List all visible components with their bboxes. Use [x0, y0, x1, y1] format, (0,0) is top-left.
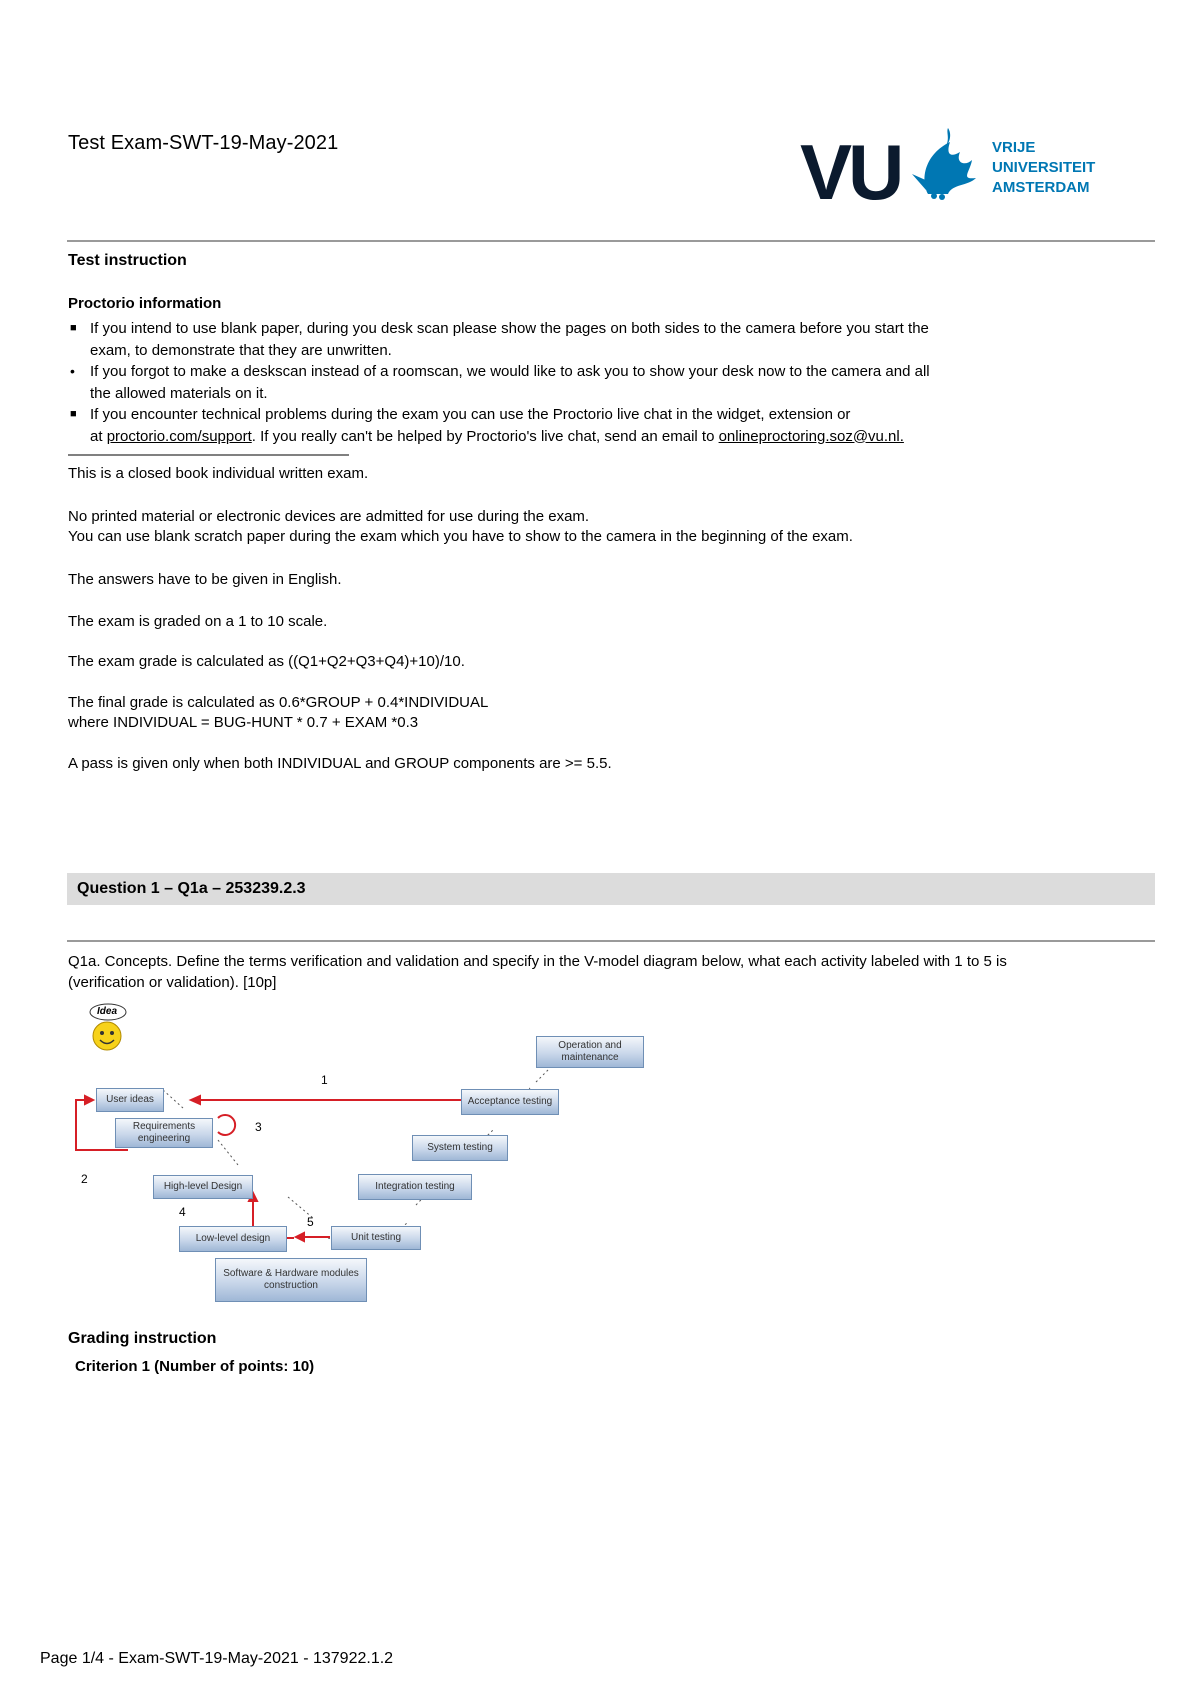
bullet-item — [68, 318, 1148, 361]
paragraph: The exam grade is calculated as ((Q1+Q2+Q3+Q4)+10)/10. — [68, 653, 465, 670]
box-requirements-engineering: Requirements engineering — [115, 1118, 213, 1148]
v-model-diagram — [68, 1000, 658, 1305]
proctorio-heading: Proctorio information — [68, 295, 222, 312]
paragraph: The exam is graded on a 1 to 10 scale. — [68, 613, 328, 630]
diagram-label-1: 1 — [321, 1073, 328, 1087]
logo-line3: AMSTERDAM — [992, 179, 1090, 196]
page-footer: Page 1/4 - Exam-SWT-19-May-2021 - 137922.1.2 — [40, 1650, 394, 1667]
logo-line1: VRIJE — [992, 139, 1036, 156]
logo-line2: UNIVERSITEIT — [992, 159, 1096, 176]
idea-label: Idea — [97, 1006, 118, 1017]
diagram-label-2: 2 — [81, 1172, 88, 1186]
email-link[interactable]: onlineproctoring.soz@vu.nl. — [718, 427, 904, 445]
box-operation-maintenance: Operation and maintenance — [536, 1036, 644, 1068]
bullet-text: If you forgot to make a deskscan instead of a roomscan, we would like to ask you to show your desk now to the camera and all — [90, 363, 930, 380]
box-construction: Software & Hardware modules construction — [215, 1258, 367, 1302]
bullet-icon: • — [70, 363, 75, 379]
bullet-text-prefix: at — [90, 427, 107, 445]
question-divider — [67, 940, 1155, 942]
bullet-icon: ■ — [70, 408, 77, 420]
question-text: (verification or validation). [10p] — [68, 974, 277, 991]
question-title: Question 1 – Q1a – 253239.2.3 — [77, 880, 306, 897]
bullet-text: If you intend to use blank paper, during you desk scan please show the pages on both sides to the camera before you start the — [90, 320, 929, 337]
diagram-label-5: 5 — [307, 1215, 314, 1229]
vu-logo — [800, 124, 1130, 208]
proctorio-support-link[interactable]: proctorio.com/support — [106, 427, 252, 445]
bullet-icon: ■ — [70, 322, 77, 334]
box-system-testing: System testing — [412, 1135, 508, 1161]
diagram-label-3: 3 — [255, 1120, 262, 1134]
griffin-icon — [912, 128, 976, 200]
criterion-label: Criterion 1 (Number of points: 10) — [75, 1358, 315, 1375]
box-acceptance-testing: Acceptance testing — [461, 1089, 559, 1115]
paragraph: A pass is given only when both INDIVIDUAL and GROUP components are >= 5.5. — [68, 755, 612, 772]
box-low-level-design: Low-level design — [179, 1226, 287, 1252]
header-divider — [67, 240, 1155, 242]
question-text: Q1a. Concepts. Define the terms verification and validation and specify in the V-model diagram below, what each activity labeled with 1 to 5 is — [68, 953, 1007, 970]
separator-line: ———————————————————— — [68, 446, 348, 463]
bullet-text — [90, 426, 1148, 448]
grading-heading: Grading instruction — [68, 1330, 217, 1347]
box-unit-testing: Unit testing — [331, 1226, 421, 1250]
bullet-text: exam, to demonstrate that they are unwritten. — [90, 341, 392, 359]
instructions-heading: Test instruction — [68, 252, 187, 269]
diagram-label-4: 4 — [179, 1205, 186, 1219]
bullet-item — [68, 361, 1148, 404]
bullet-item — [68, 404, 1148, 447]
paragraph: No printed material or electronic devices are admitted for use during the exam. — [68, 508, 590, 525]
box-user-ideas: User ideas — [96, 1088, 164, 1112]
bullet-text-middle: . If you really can't be helped by Proctorio's live chat, send an email to — [251, 427, 719, 445]
box-high-level-design: High-level Design — [153, 1175, 253, 1199]
logo-mark: VU — [800, 128, 901, 208]
bullet-text: the allowed materials on it. — [90, 384, 268, 402]
bullet-text: If you encounter technical problems during the exam you can use the Proctorio live chat in the widget, extension or — [90, 406, 851, 423]
paragraph: The final grade is calculated as 0.6*GROUP + 0.4*INDIVIDUAL — [68, 694, 489, 711]
paragraph: This is a closed book individual written exam. — [68, 465, 369, 482]
document-title: Test Exam-SWT-19-May-2021 — [68, 132, 339, 154]
box-integration-testing: Integration testing — [358, 1174, 472, 1200]
paragraph: The answers have to be given in English. — [68, 571, 342, 588]
paragraph: You can use blank scratch paper during the exam which you have to show to the camera in the beginning of the exam. — [68, 528, 853, 545]
paragraph: where INDIVIDUAL = BUG-HUNT * 0.7 + EXAM *0.3 — [68, 714, 419, 731]
proctorio-bullet-list — [68, 318, 1148, 462]
